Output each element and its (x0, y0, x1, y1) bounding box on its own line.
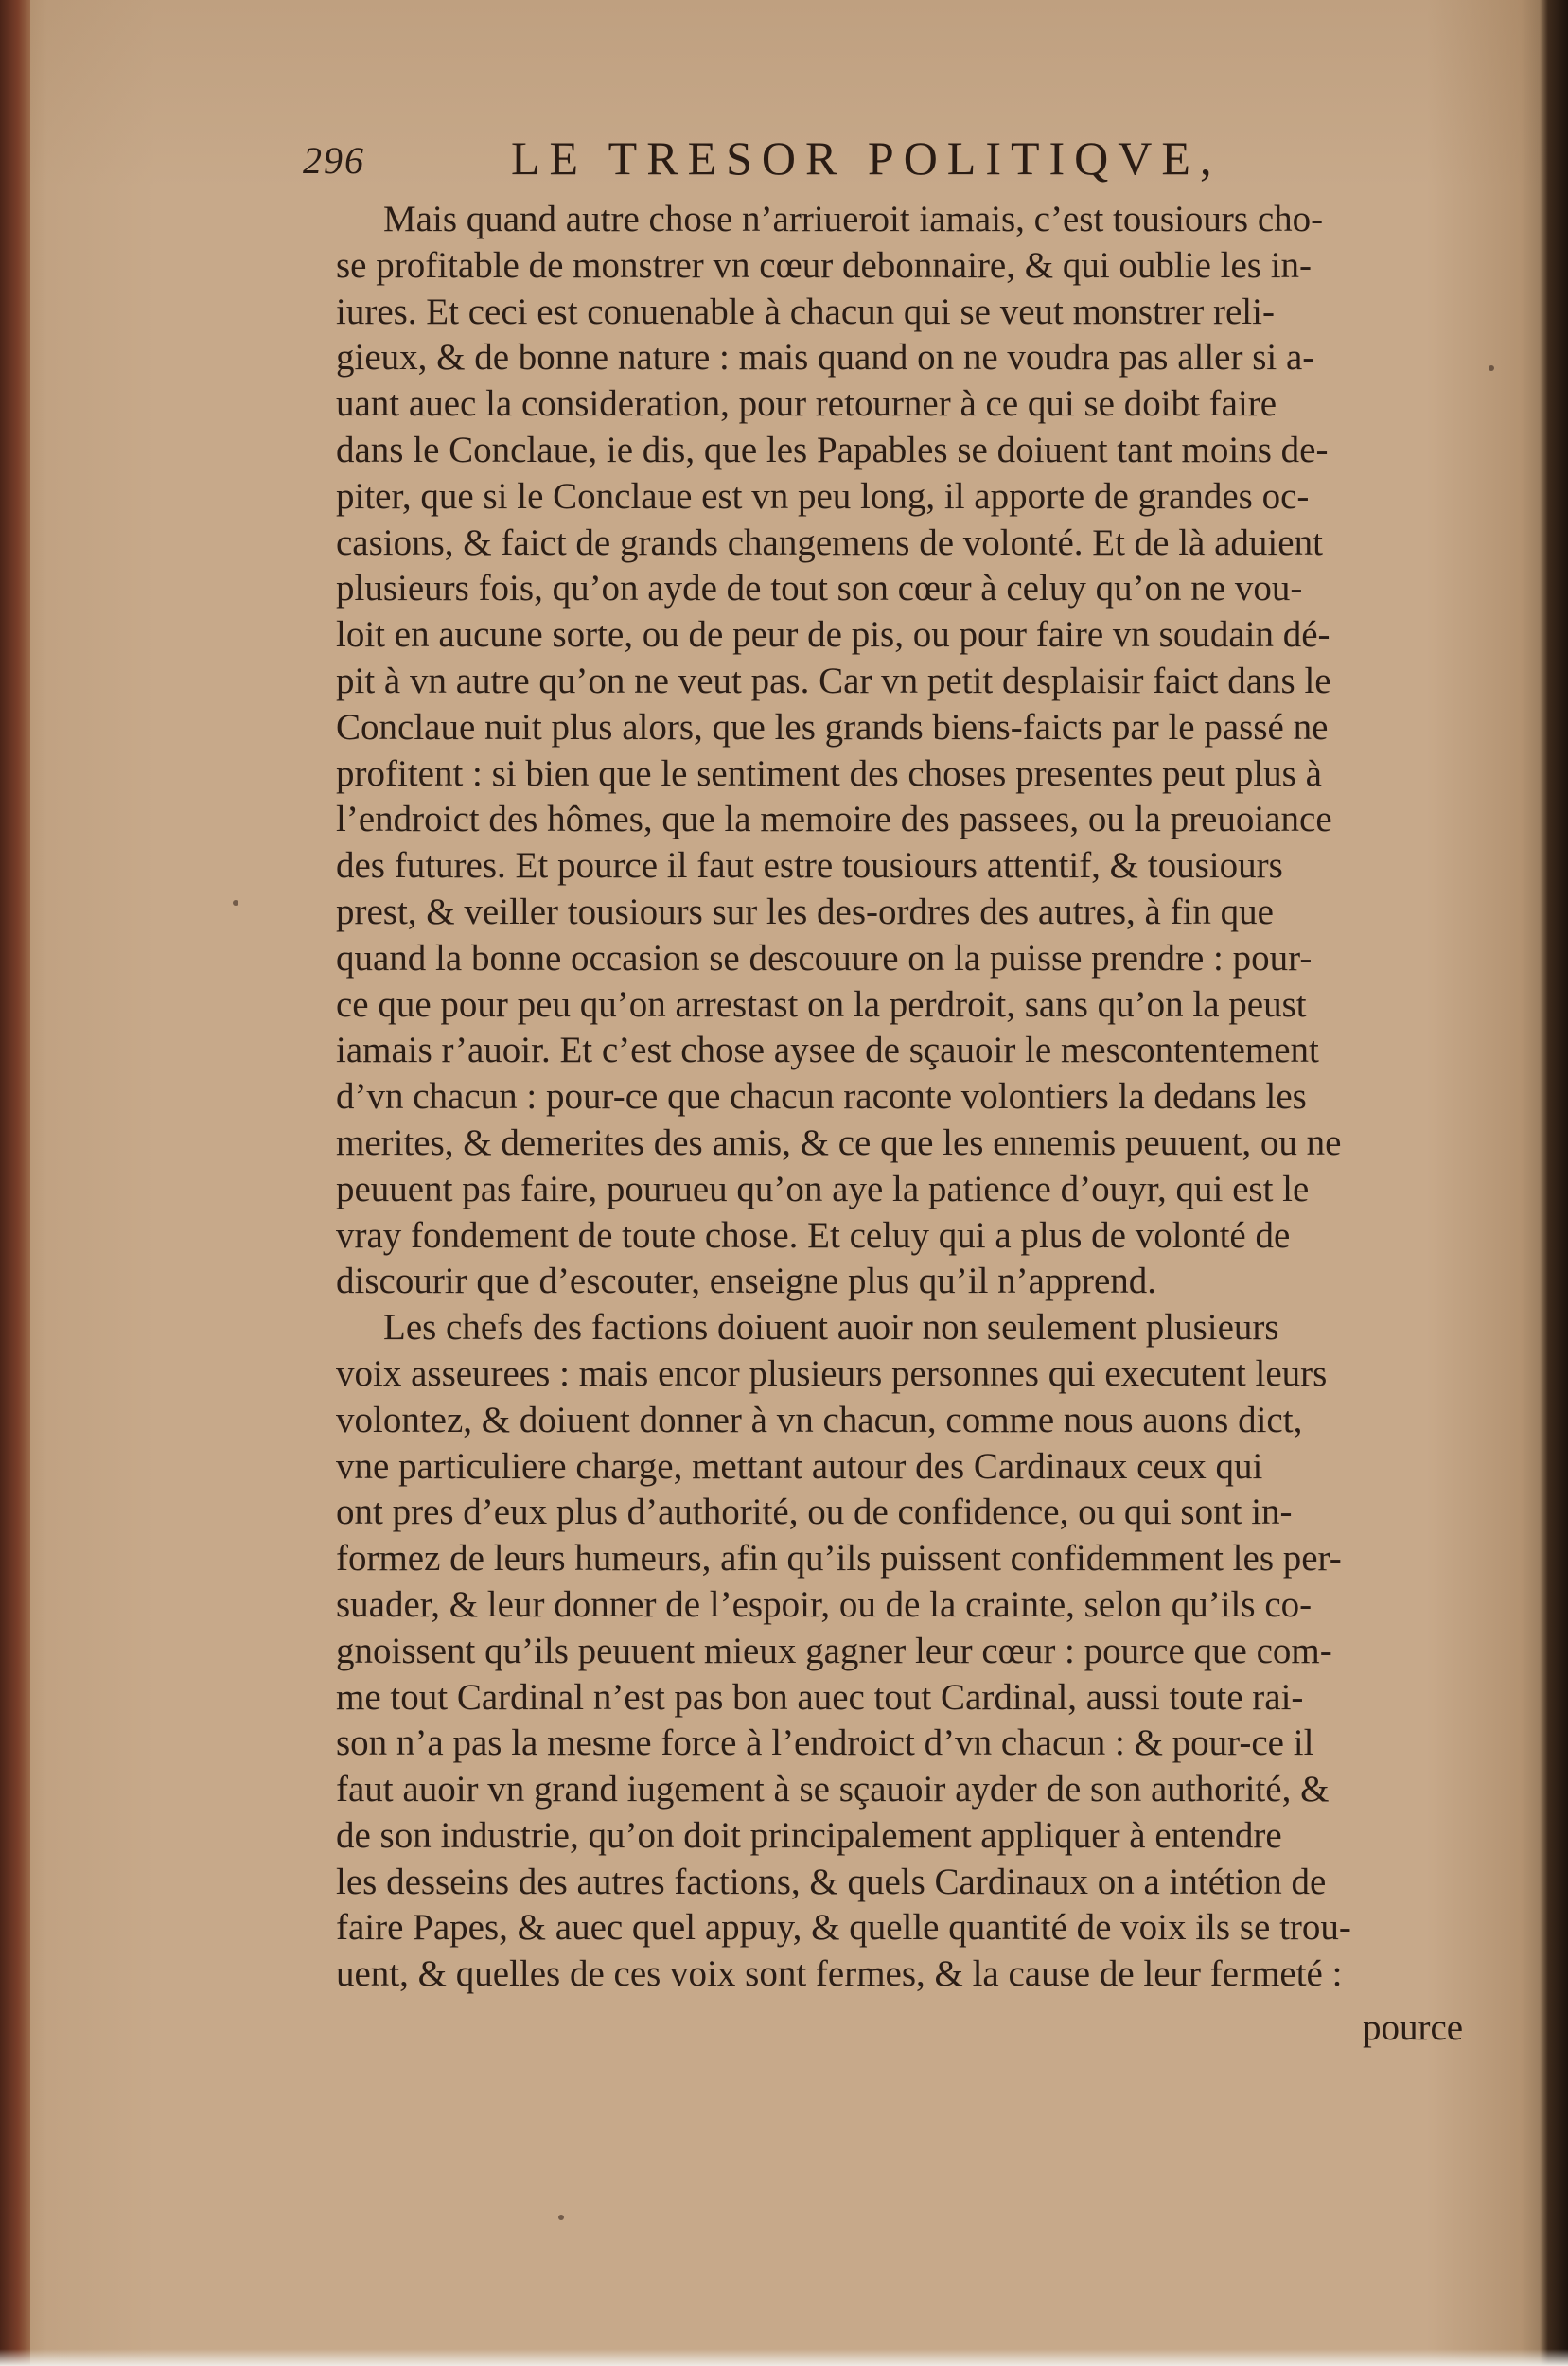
text-line: dans le Conclaue, ie dis, que les Papables se doiuent tant moins de- (336, 429, 1329, 470)
text-line: suader, & leur donner de l’espoir, ou de la crainte, selon qu’ils co- (336, 1583, 1313, 1625)
text-line: piter, que si le Conclaue est vn peu long, il apporte de grandes oc- (336, 475, 1310, 517)
text-line: profitent : si bien que le sentiment des choses presentes peut plus à (336, 752, 1322, 794)
text-line: plusieurs fois, qu’on ayde de tout son cœur à celuy qu’on ne vou- (336, 568, 1303, 609)
text-line: ont pres d’eux plus d’authorité, ou de confidence, ou qui sont in- (336, 1492, 1293, 1533)
text-line: se profitable de monstrer vn cœur debonnaire, & qui oublie les in- (336, 244, 1313, 286)
page-number: 296 (303, 139, 365, 182)
text-line: uent, & quelles de ces voix sont fermes, & la cause de leur fermeté : (336, 1953, 1343, 1995)
text-line: l’endroict des hômes, que la memoire des passees, ou la preuoiance (336, 799, 1332, 840)
text-line: prest, & veiller tousiours sur les des-ordres des autres, à fin que (336, 891, 1274, 932)
text-line: gieux, & de bonne nature : mais quand on ne voudra pas aller si a- (336, 337, 1315, 379)
text-line: formez de leurs humeurs, afin qu’ils puissent confidemment les per- (336, 1538, 1342, 1580)
text-line: des futures. Et pource il faut estre tousiours attentif, & tousiours (336, 845, 1283, 887)
text-line: loit en aucune sorte, ou de peur de pis, ou pour faire vn soudain dé- (336, 614, 1330, 656)
ink-speck (558, 2215, 564, 2220)
text-line: uant auec la consideration, pour retourner à ce qui se doibt faire (336, 383, 1277, 425)
text-line: ce que pour peu qu’on arrestast on la perdroit, sans qu’on la peust (336, 983, 1307, 1025)
page-header (303, 131, 1419, 187)
running-head: LE TRESOR POLITIQVE, (511, 132, 1222, 185)
catchword: pource (1363, 2007, 1464, 2048)
ink-speck (1489, 365, 1494, 371)
text-line: d’vn chacun : pour-ce que chacun raconte volontiers la dedans les (336, 1076, 1307, 1118)
text-line: voix asseurees : mais encor plusieurs personnes qui executent leurs (336, 1352, 1328, 1394)
text-line: me tout Cardinal n’est pas bon auec tout Cardinal, aussi toute rai- (336, 1676, 1304, 1718)
text-line: gnoissent qu’ils peuuent mieux gagner leur cœur : pource que com- (336, 1630, 1332, 1671)
body-text (336, 197, 1471, 1998)
book-binding-edge (0, 0, 30, 2366)
text-line: casions, & faict de grands changemens de volonté. Et de là aduient (336, 521, 1323, 563)
text-line: vne particuliere charge, mettant autour des Cardinaux ceux qui (336, 1445, 1263, 1487)
text-line: iures. Et ceci est conuenable à chacun qui se veut monstrer reli- (336, 291, 1275, 332)
text-line: faut auoir vn grand iugement à se sçauoir ayder de son authorité, & (336, 1769, 1330, 1810)
text-line: discourir que d’escouter, enseigne plus qu’il n’apprend. (336, 1261, 1157, 1302)
text-line: les desseins des autres factions, & quels Cardinaux on a intétion de (336, 1861, 1327, 1902)
text-line: iamais r’auoir. Et c’est chose aysee de sçauoir le mescontentement (336, 1030, 1319, 1071)
text-line: merites, & demerites des amis, & ce que les ennemis peuuent, ou ne (336, 1121, 1342, 1163)
ink-speck (233, 900, 238, 906)
text-line: volontez, & doiuent donner à vn chacun, comme nous auons dict, (336, 1399, 1303, 1440)
page-bottom-margin (0, 2349, 1568, 2366)
page-edge-shadow (1540, 0, 1568, 2366)
text-line: vray fondement de toute chose. Et celuy qui a plus de volonté de (336, 1214, 1291, 1256)
text-line: faire Papes, & auec quel appuy, & quelle quantité de voix ils se trou- (336, 1907, 1351, 1949)
text-line: Conclaue nuit plus alors, que les grands biens-faicts par le passé ne (336, 706, 1329, 748)
text-line: Mais quand autre chose n’arriueroit iamais, c’est tousiours cho- (383, 199, 1324, 239)
text-line: son n’a pas la mesme force à l’endroict d’vn chacun : & pour-ce il (336, 1722, 1314, 1764)
text-line: peuuent pas faire, pourueu qu’on aye la patience d’ouyr, qui est le (336, 1168, 1310, 1209)
text-line: Les chefs des factions doiuent auoir non seulement plusieurs (383, 1307, 1279, 1349)
text-line: pit à vn autre qu’on ne veut pas. Car vn petit desplaisir faict dans le (336, 660, 1331, 701)
text-line: de son industrie, qu’on doit principalement appliquer à entendre (336, 1814, 1282, 1856)
text-line: quand la bonne occasion se descouure on la puisse prendre : pour- (336, 937, 1313, 979)
